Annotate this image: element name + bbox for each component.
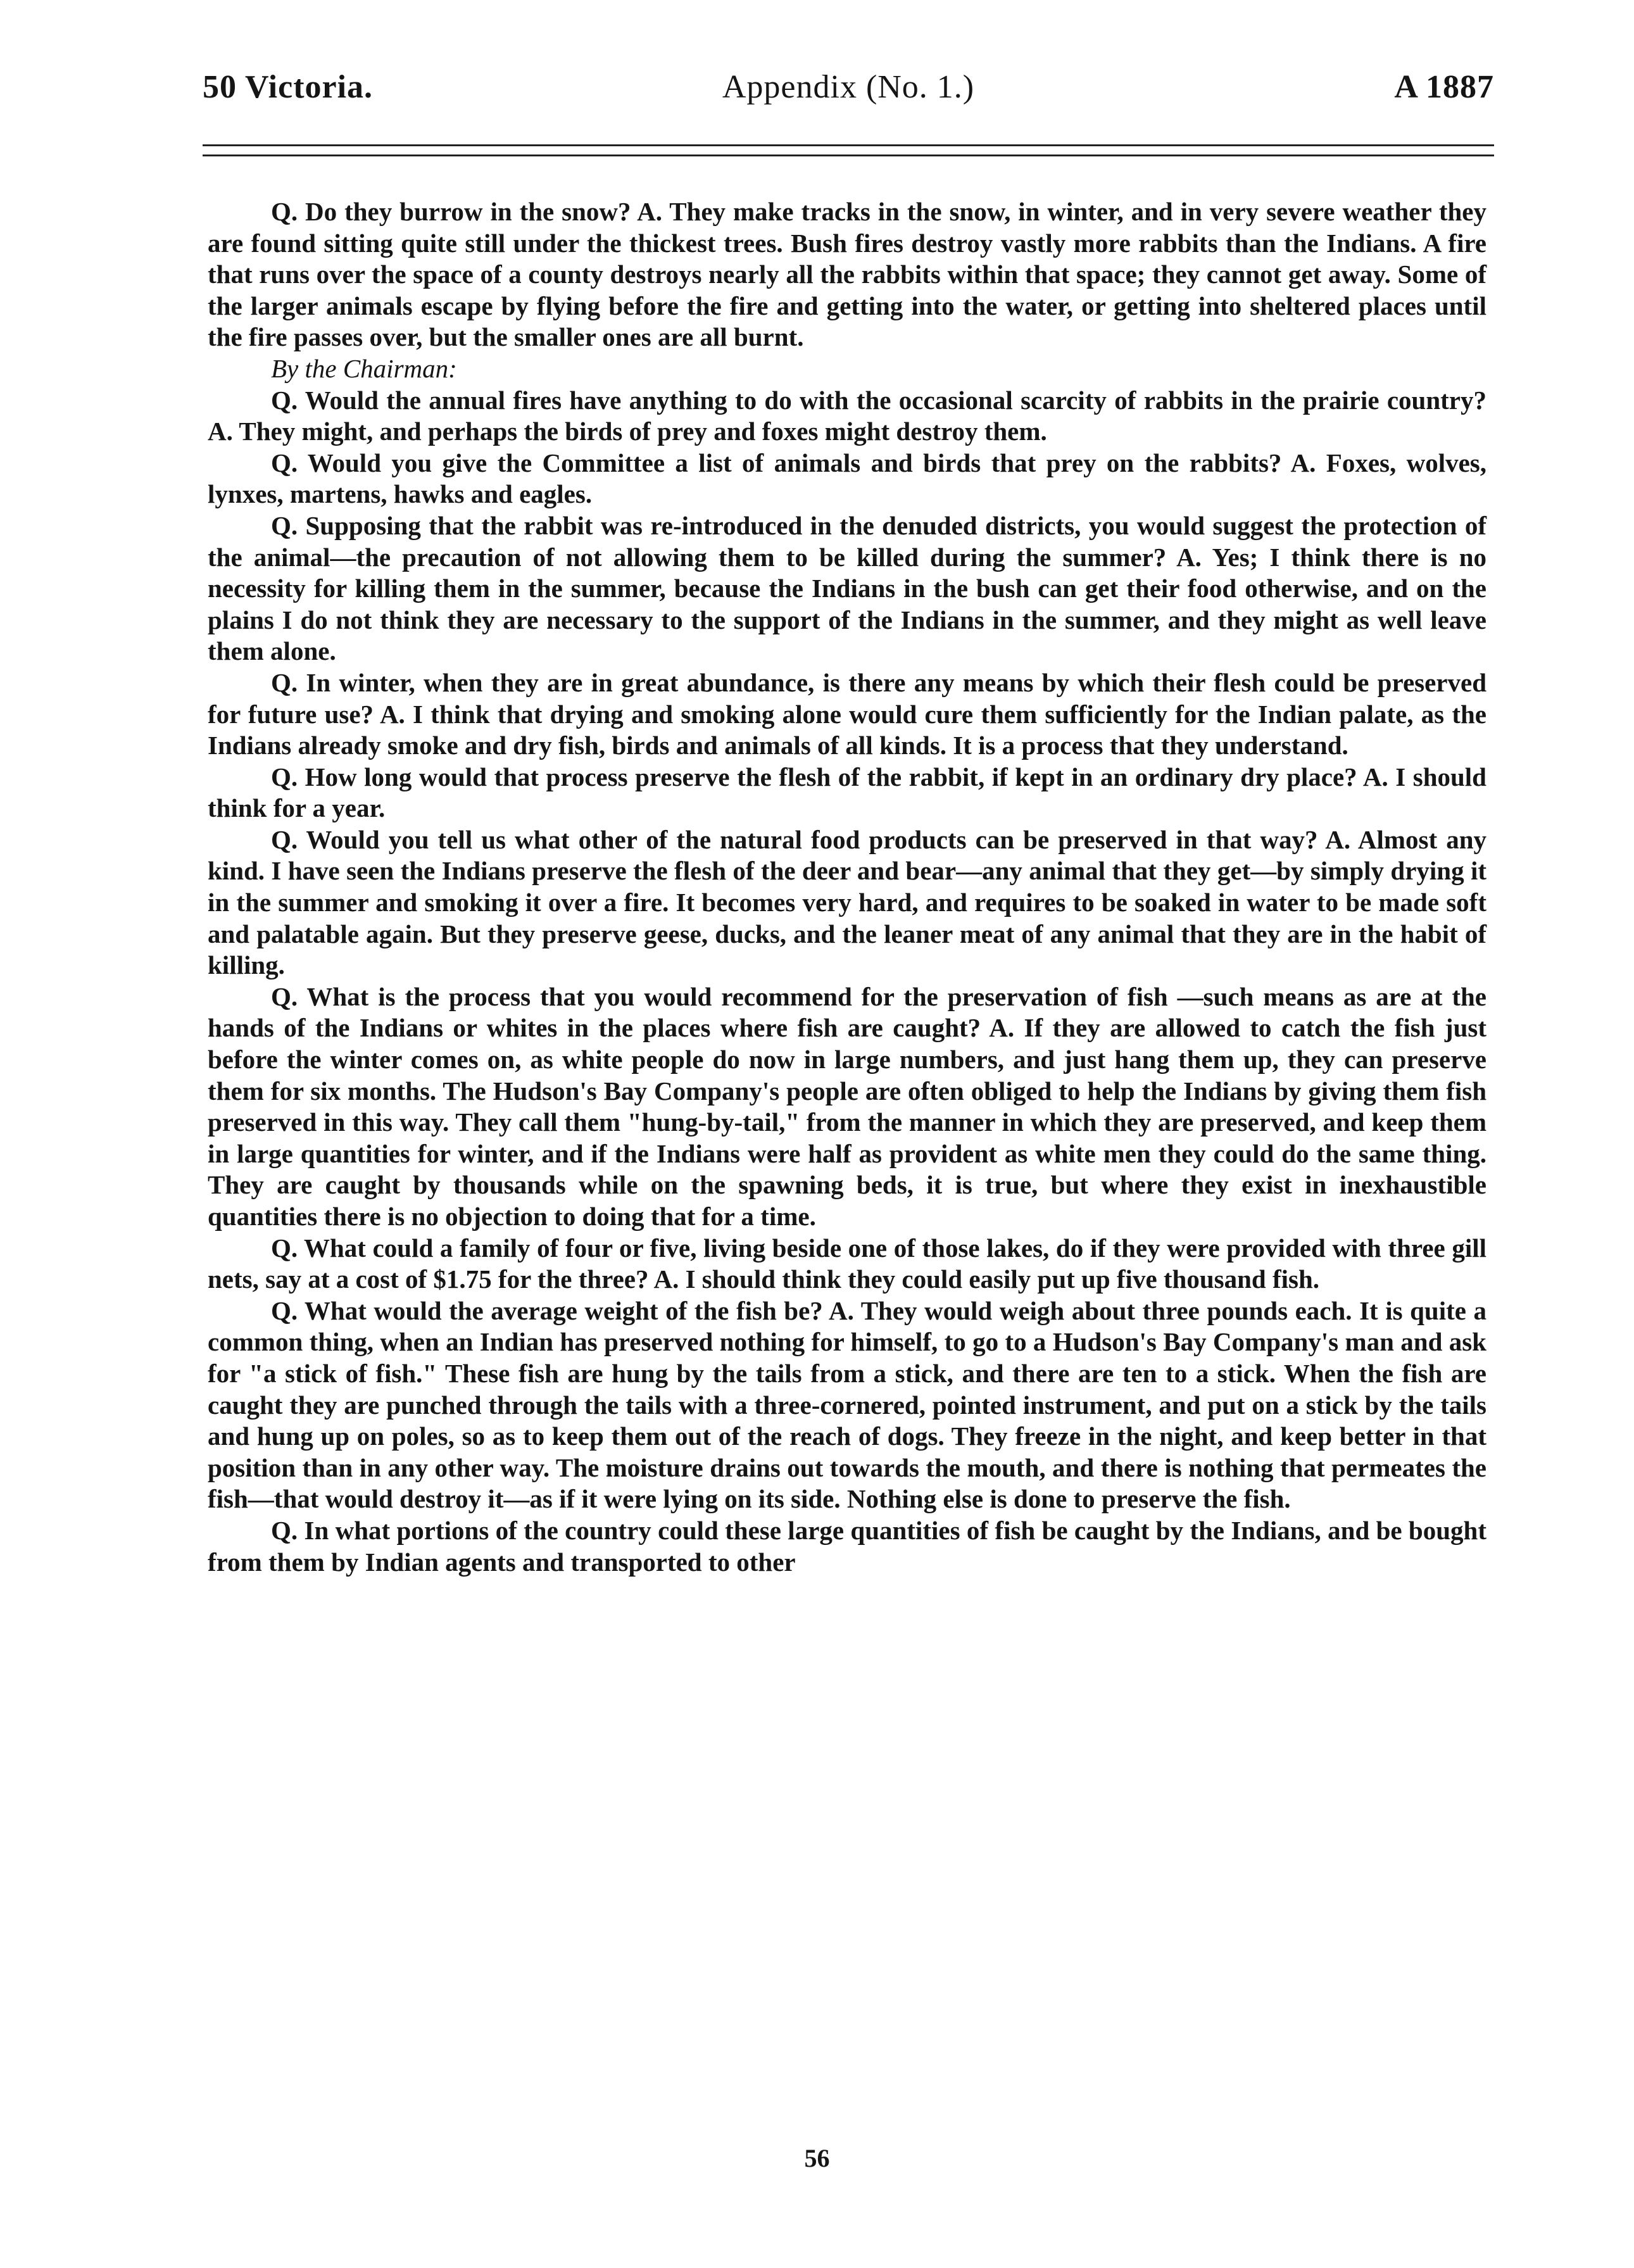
paragraph-gill-nets: Q. What could a family of four or five, living beside one of those lakes, do if they were provided with three gill nets, say at a cost of $1.75 for the three? A. I should think they could easily put up five thousand fish.: [208, 1233, 1486, 1294]
paragraph-fish-regions: Q. In what portions of the country could these large quantities of fish be caught by the Indians, and be bought from them by Indian agents and transported to other: [208, 1515, 1486, 1577]
paragraph-winter-preservation: Q. In winter, when they are in great abundance, is there any means by which their flesh could be preserved for future use? A. I think that drying and smoking alone would cure them sufficiently for the Indian palate, as the Indians already smoke and dry fish, birds and animals of all kinds. It is a process that they understand.: [208, 667, 1486, 760]
paragraph-annual-fires: Q. Would the annual fires have anything to do with the occasional scarcity of rabbits in the prairie country? A. They might, and perhaps the birds of prey and foxes might destroy them.: [208, 385, 1486, 446]
year-label: A 1887: [1394, 69, 1494, 105]
running-header: [203, 68, 1494, 125]
header-rule-bottom: [203, 154, 1494, 156]
testimony-body: [208, 196, 1486, 1578]
appendix-label: Appendix (No. 1.): [722, 69, 975, 105]
paragraph-burrow: Q. Do they burrow in the snow? A. They make tracks in the snow, in winter, and in very severe weather they are found sitting quite still under the thickest trees. Bush fires destroy vastly more rabbits than the Indians. A fire that runs over the space of a county destroys nearly all the rabbits within that space; they cannot get away. Some of the larger animals escape by flying before the fire and getting into the water, or getting into sheltered places until the fire passes over, but the smaller ones are all burnt.: [208, 197, 1486, 352]
paragraph-predators: Q. Would you give the Committee a list of animals and birds that prey on the rabbits? A. Foxes, wolves, lynxes, martens, hawks and eagles.: [208, 448, 1486, 509]
paragraph-reintroduction: Q. Supposing that the rabbit was re-introduced in the denuded districts, you would suggest the protection of the animal—the precaution of not allowing them to be killed during the summer? A. Yes; I think there is no necessity for killing them in the summer, because the Indians in the bush can get their food otherwise, and on the plains I do not think they are necessary to the support of the Indians in the summer, and they might as well leave them alone.: [208, 510, 1486, 666]
page-number: 56: [804, 2144, 830, 2172]
paragraph-other-foods: Q. Would you tell us what other of the natural food products can be preserved in that way? A. Almost any kind. I have seen the Indians preserve the flesh of the deer and bear—any animal that they get—by simply drying it in the summer and smoking it over a fire. It becomes very hard, and requires to be soaked in water to be made soft and palatable again. But they preserve geese, ducks, and the leaner meat of any animal that they are in the habit of killing.: [208, 824, 1486, 980]
paragraph-process-duration: Q. How long would that process preserve the flesh of the rabbit, if kept in an ordinary dry place? A. I should think for a year.: [208, 762, 1486, 823]
header-rule-top: [203, 144, 1494, 146]
session-label: 50 Victoria.: [203, 69, 374, 105]
paragraph-fish-weight: Q. What would the average weight of the fish be? A. They would weigh about three pounds each. It is quite a common thing, when an Indian has preserved nothing for himself, to go to a Hudson's Bay Company's man and ask for "a stick of fish." These fish are hung by the tails from a stick, and there are ten to a stick. When the fish are caught they are punched through the tails with a three-cornered, pointed instrument, and put on a stick by the tails and hung up on poles, so as to keep them out of the reach of dogs. They freeze in the night, and keep better in that position than in any other way. The moisture drains out towards the mouth, and there is nothing that permeates the fish—that would destroy it—as if it were lying on its side. Nothing else is done to preserve the fish.: [208, 1295, 1486, 1514]
paragraph-fish-process: Q. What is the process that you would recommend for the preservation of fish —such means as are at the hands of the Indians or whites in the places where fish are caught? A. If they are allowed to catch the fish just before the winter comes on, as white people do now in large numbers, and just hang them up, they can preserve them for six months. The Hudson's Bay Company's people are often obliged to help the Indians by giving them fish preserved in this way. They call them "hung-by-tail," from the manner in which they are preserved, and keep them in large quantities for winter, and if the Indians were half as provident as white men they could do the same thing. They are caught by thousands while on the spawning beds, it is true, but where they exist in inexhaustible quantities there is no objection to doing that for a time.: [208, 981, 1486, 1231]
speaker-heading: By the Chairman:: [271, 353, 457, 383]
